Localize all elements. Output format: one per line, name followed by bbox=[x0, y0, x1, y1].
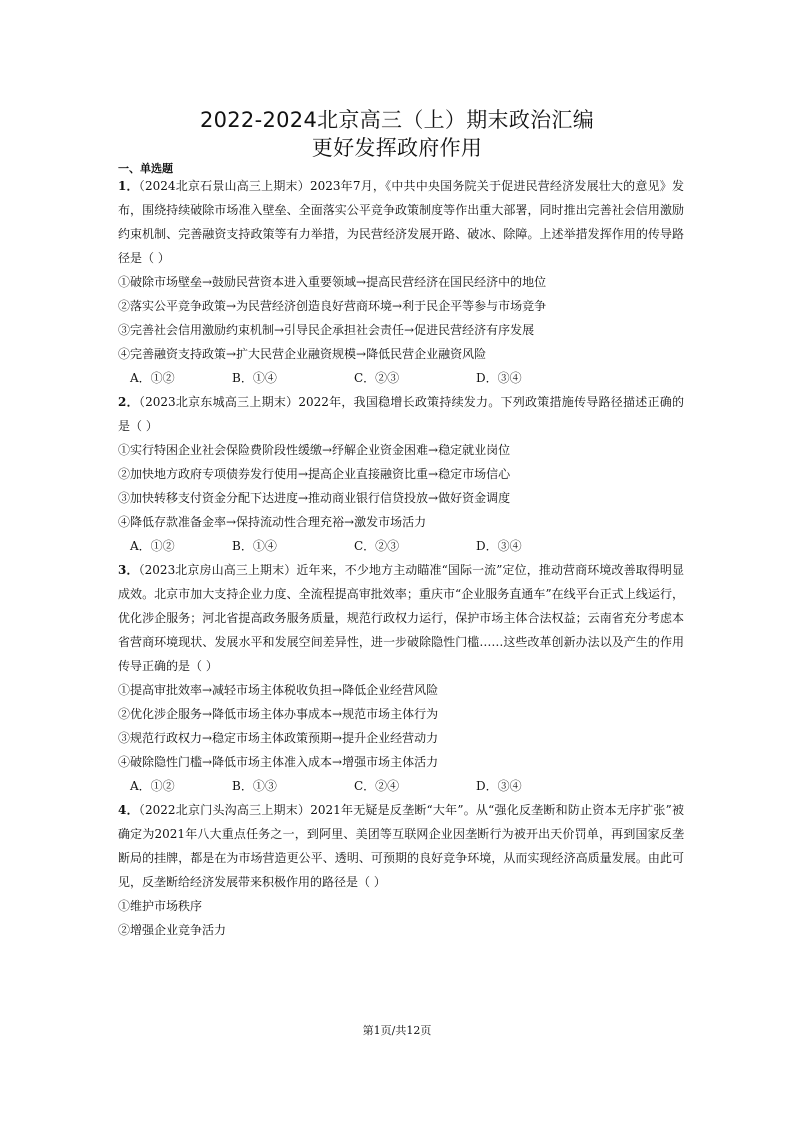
question-4 bbox=[118, 798, 684, 942]
statement-option: ②落实公平竞争政策→为民营经济创造良好营商环境→利于民企平等参与市场竞争 bbox=[118, 299, 547, 313]
choice-b: B．①④ bbox=[232, 539, 277, 553]
statement-option: ②优化涉企服务→降低市场主体办事成本→规范市场主体行为 bbox=[118, 707, 439, 721]
choice-a: A．①② bbox=[130, 779, 175, 793]
statement-option: ①破除市场壁垒→鼓励民营资本进入重要领域→提高民营经济在国民经济中的地位 bbox=[118, 275, 547, 289]
answer-choices bbox=[118, 366, 684, 390]
question-stem bbox=[118, 798, 684, 894]
question-text: （2023北京东城高三上期末）2022年，我国稳增长政策持续发力。下列政策措施传导路径描述正确的是（ ） bbox=[118, 395, 684, 433]
statement-option: ①提高审批效率→减轻市场主体税收负担→降低企业经营风险 bbox=[118, 683, 439, 697]
page-footer: 第1页/共12页 bbox=[362, 1024, 432, 1037]
statement-option: ②加快地方政府专项债券发行使用→提高企业直接融资比重→稳定市场信心 bbox=[118, 467, 511, 481]
choice-c: C．②④ bbox=[354, 779, 400, 793]
statement-option: ①实行特困企业社会保险费阶段性缓缴→纾解企业资金困难→稳定就业岗位 bbox=[118, 443, 511, 457]
question-text: （2024北京石景山高三上期末）2023年7月，《中共中央国务院关于促进民营经济发展壮大的意见》发布，围绕持续破除市场准入壁垒、全面落实公平竞争政策制度等作出重大部署，同时推出完善社会信用激励约束机制、完善融资支持政策等有力举措，为民营经济发展开路、破冰、除障。上述举措发挥作用的传导路径是（ ） bbox=[118, 179, 684, 265]
choice-b: B．①③ bbox=[232, 779, 277, 793]
choice-c: C．②③ bbox=[354, 539, 400, 553]
page-subtitle: 更好发挥政府作用 bbox=[311, 136, 483, 160]
choice-d: D．③④ bbox=[476, 371, 522, 385]
question-number: 1． bbox=[118, 179, 139, 193]
choice-a: A．①② bbox=[130, 371, 175, 385]
question-number: 2． bbox=[118, 395, 139, 409]
question-number: 4． bbox=[118, 803, 139, 817]
statement-option: ④降低存款准备金率→保持流动性合理充裕→激发市场活力 bbox=[118, 515, 427, 529]
statement-option: ③完善社会信用激励约束机制→引导民企承担社会责任→促进民营经济有序发展 bbox=[118, 323, 535, 337]
answer-choices bbox=[118, 534, 684, 558]
question-text: （2023北京房山高三上期末）近年来，不少地方主动瞄准“国际一流”定位，推动营商环境改善取得明显成效。北京市加大支持企业力度、全流程提高审批效率；重庆市“企业服务直通车”在线平台正式上线运行，优化涉企服务；河北省提高政务服务质量，规范行政权力运行，保护市场主体合法权益；云南省充分考虑本省营商环境现状、发展水平和发展空间差异性，进一步破除隐性门槛……这些改革创新办法以及产生的作用传导正确的是（ ） bbox=[118, 563, 684, 673]
question-stem bbox=[118, 174, 684, 270]
question-number: 3． bbox=[118, 563, 139, 577]
choice-a: A．①② bbox=[130, 539, 175, 553]
choice-d: D．③④ bbox=[476, 539, 522, 553]
statement-option: ②增强企业竞争活力 bbox=[118, 923, 227, 937]
question-1 bbox=[118, 174, 684, 390]
statement-option: ③规范行政权力→稳定市场主体政策预期→提升企业经营动力 bbox=[118, 731, 439, 745]
page-title: 2022-2024北京高三（上）期末政治汇编 bbox=[199, 108, 595, 132]
statement-option: ④破除隐性门槛→降低市场主体准入成本→增强市场主体活力 bbox=[118, 755, 439, 769]
answer-choices bbox=[118, 774, 684, 798]
question-2 bbox=[118, 390, 684, 558]
question-text: （2022北京门头沟高三上期末）2021年无疑是反垄断“大年”。从“强化反垄断和防止资本无序扩张”被确定为2021年八大重点任务之一，到阿里、美团等互联网企业因垄断行为被开出天价罚单，再到国家反垄断局的挂牌，都是在为市场营造更公平、透明、可预期的良好竞争环境，从而实现经济高质量发展。由此可见，反垄断给经济发展带来积极作用的路径是（ ） bbox=[118, 803, 684, 889]
question-3 bbox=[118, 558, 684, 798]
section-heading: 一、单选题 bbox=[118, 162, 173, 175]
choice-b: B．①④ bbox=[232, 371, 277, 385]
statement-option: ③加快转移支付资金分配下达进度→推动商业银行信贷投放→做好资金调度 bbox=[118, 491, 511, 505]
choice-c: C．②③ bbox=[354, 371, 400, 385]
question-list bbox=[118, 174, 684, 942]
choice-d: D．③④ bbox=[476, 779, 522, 793]
statement-option: ④完善融资支持政策→扩大民营企业融资规模→降低民营企业融资风险 bbox=[118, 347, 487, 361]
question-stem bbox=[118, 390, 684, 438]
statement-option: ①维护市场秩序 bbox=[118, 899, 203, 913]
question-stem bbox=[118, 558, 684, 678]
